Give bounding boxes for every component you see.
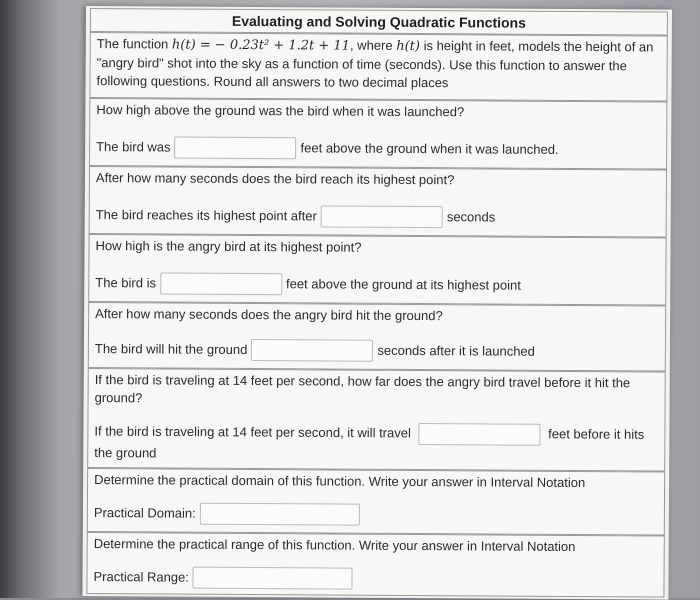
intro-text-after: , where <box>349 37 397 53</box>
title-box <box>90 8 668 36</box>
answer-2-suffix: seconds <box>446 209 496 225</box>
intro-text <box>90 33 666 96</box>
answer-row-6 <box>94 501 658 528</box>
peak-time-input[interactable] <box>321 205 443 228</box>
answer-row-2 <box>96 203 660 230</box>
function-expression: h(t) = − 0.23t² + 1.2t + 11 <box>171 37 351 54</box>
question-box-3 <box>88 234 666 306</box>
answer-4-suffix: seconds after it is launched <box>377 342 535 359</box>
function-variable: h(t) <box>396 38 421 55</box>
question-2: After how many seconds does the bird reach its highest point? <box>95 170 455 188</box>
travel-distance-input[interactable] <box>418 423 540 446</box>
peak-height-input[interactable] <box>160 272 282 295</box>
intro-box <box>89 32 667 102</box>
answer-5-prefix: If the bird is traveling at 14 feet per second, it will travel <box>94 423 411 441</box>
answer-2-prefix: The bird reaches its highest point after <box>95 207 317 224</box>
question-box-5 <box>87 368 666 472</box>
question-7: Determine the practical range of this function. Write your answer in Interval Notation <box>93 536 576 554</box>
answer-5-suffix: feet before it hits the ground <box>94 426 645 461</box>
answer-row-7 <box>93 565 657 592</box>
answer-3-suffix: feet above the ground at its highest point <box>285 276 521 293</box>
question-3: How high is the angry bird at its highest point? <box>95 238 362 255</box>
answer-3-prefix: The bird is <box>95 275 157 291</box>
ground-time-input[interactable] <box>251 339 373 362</box>
question-5: If the bird is traveling at 14 feet per second, how far does the angry bird travel before it hit the ground? <box>94 372 631 406</box>
intro-text-before: The function <box>96 36 172 52</box>
answer-row-4 <box>95 337 659 364</box>
launch-height-input[interactable] <box>174 137 296 160</box>
practical-domain-input[interactable] <box>200 503 360 526</box>
answer-1-suffix: feet above the ground when it was launched. <box>300 140 559 157</box>
practical-range-input[interactable] <box>193 567 353 590</box>
answer-7-prefix: Practical Range: <box>93 569 189 585</box>
intro-text-end: is height in feet, models the height of an "angry bird" shot into the sky as a function of time (seconds). Use this function to answer the following questions. Round all answers to two decimal places <box>96 38 654 91</box>
question-box-6 <box>87 468 665 536</box>
answer-row-5 <box>94 421 658 466</box>
answer-row-1 <box>96 135 660 162</box>
worksheet <box>82 6 672 600</box>
question-1: How high above the ground was the bird when it was launched? <box>96 102 465 120</box>
answer-4-prefix: The bird will hit the ground <box>94 341 248 357</box>
question-6: Determine the practical domain of this function. Write your answer in Interval Notation <box>94 472 586 491</box>
question-box-7 <box>86 532 664 598</box>
question-box-2 <box>89 166 667 238</box>
question-4: After how many seconds does the angry bird hit the ground? <box>95 306 443 324</box>
answer-1-prefix: The bird was <box>96 139 171 155</box>
answer-row-3 <box>95 271 659 298</box>
answer-6-prefix: Practical Domain: <box>93 505 196 521</box>
page-title: Evaluating and Solving Quadratic Functions <box>231 12 526 31</box>
question-box-1 <box>89 98 667 170</box>
question-box-4 <box>88 302 666 372</box>
